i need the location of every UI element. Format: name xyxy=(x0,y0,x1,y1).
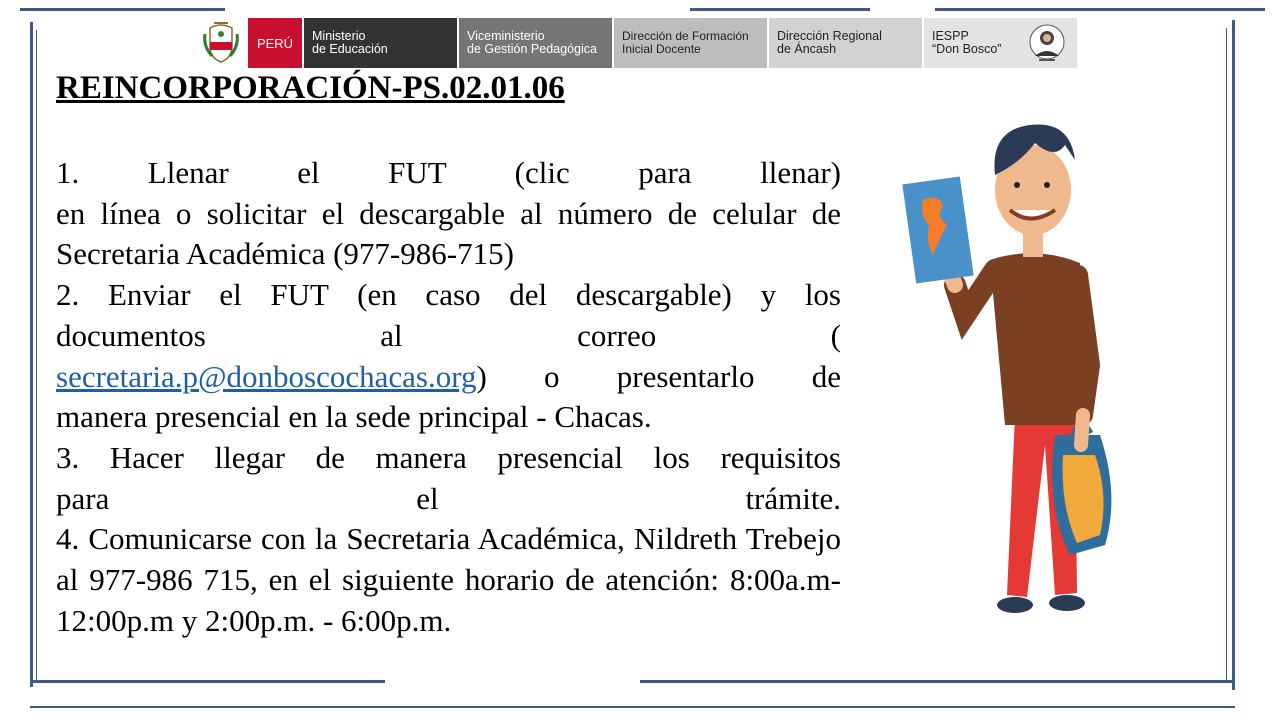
student-illustration xyxy=(895,115,1135,625)
frame-line xyxy=(1232,20,1235,690)
peru-badge: PERÚ xyxy=(246,18,302,68)
step-2-line-4: manera presencial en la sede principal - Chacas. xyxy=(56,399,652,435)
step-3-line-2: para el trámite. xyxy=(56,480,841,516)
direccion-regional-logo: Dirección Regional de Áncash xyxy=(767,18,922,68)
step-2-line-2: documentos al correo ( xyxy=(56,317,841,353)
step-3-line-1: 3. Hacer llegar de manera presencial los requisitos xyxy=(56,439,841,475)
email-link[interactable]: secretaria.p@donboscochacas.org xyxy=(56,358,477,394)
step-2-line-3: secretaria.p@donboscochacas.org) o presentarlo de xyxy=(56,358,841,394)
viceministerio-logo: Viceministerio de Gestión Pedagógica xyxy=(457,18,612,68)
direccion-formacion-logo: Dirección de Formación Inicial Docente xyxy=(612,18,767,68)
frame-line xyxy=(935,8,1265,11)
ministerio-logo: Ministerio de Educación xyxy=(302,18,457,68)
institutional-header xyxy=(200,18,1077,68)
step-1-text: en línea o solicitar el descargable al número de celular de Secretaria Académica (977-986-715) xyxy=(56,195,841,272)
frame-line xyxy=(640,680,1235,683)
page-title: REINCORPORACIÓN-PS.02.01.06 xyxy=(56,70,565,106)
frame-line xyxy=(30,706,1235,708)
peru-coat-of-arms-icon xyxy=(200,18,242,68)
step-1-line-1: 1. Llenar el FUT (clic para llenar) xyxy=(56,155,841,190)
frame-line xyxy=(30,680,385,683)
step-2-line-1: 2. Enviar el FUT (en caso del descargable) y los xyxy=(56,277,841,313)
frame-line xyxy=(30,22,33,687)
frame-line xyxy=(20,8,225,11)
procedure-steps xyxy=(56,153,841,641)
frame-line xyxy=(1226,28,1227,683)
frame-line xyxy=(36,30,37,680)
step-4-text: 4. Comunicarse con la Secretaria Académica, Nildreth Trebejo al 977-986 715, en el siguiente horario de atención: 8:00a.m-12:00p.m y 2:00p.m. - 6:00p.m. xyxy=(56,521,841,638)
don-bosco-seal-icon xyxy=(1021,22,1073,64)
frame-line xyxy=(690,8,870,11)
iespp-logo: IESPP “Don Bosco” xyxy=(922,18,1077,68)
